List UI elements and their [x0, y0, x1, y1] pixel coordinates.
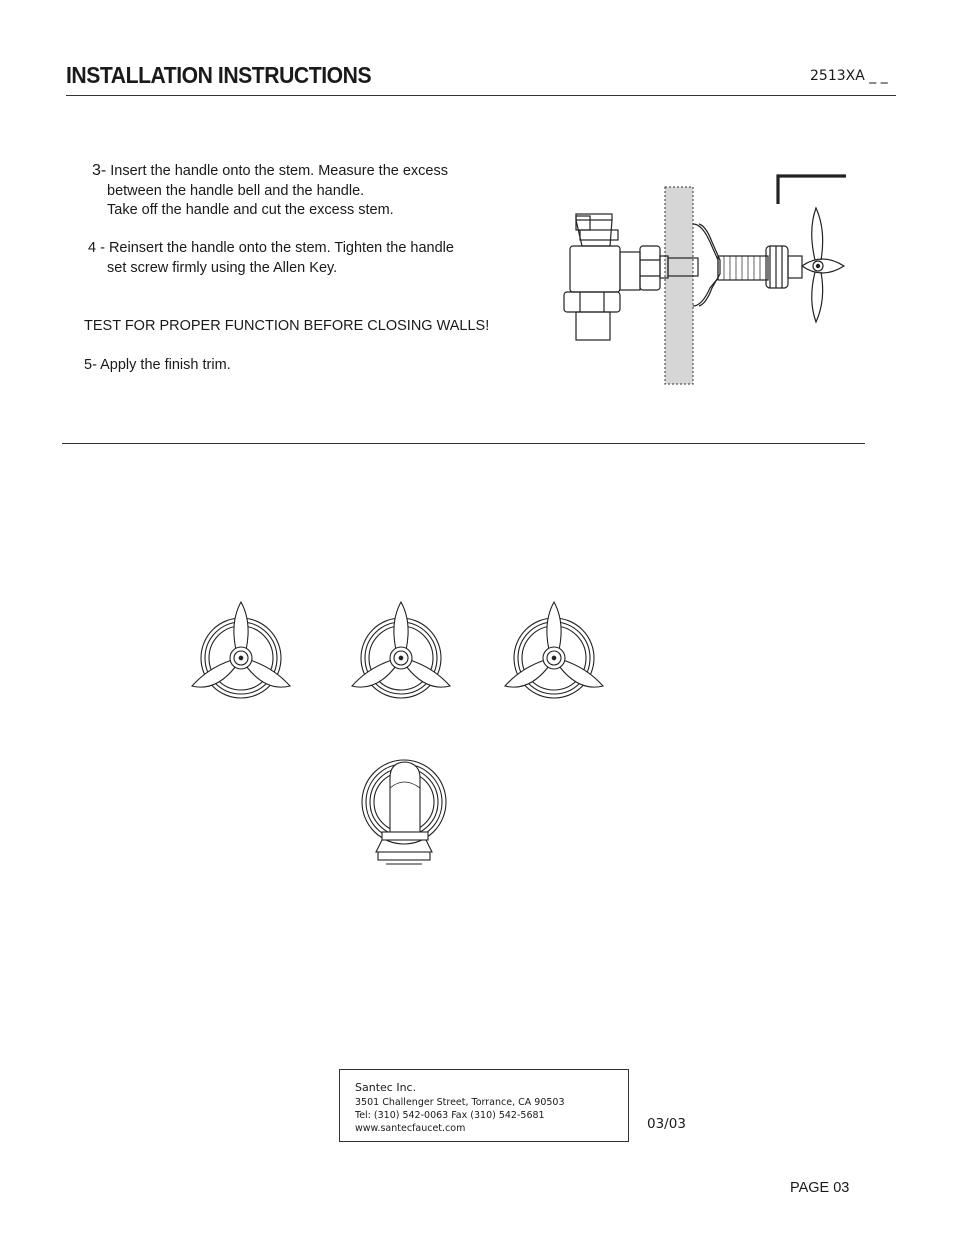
page-title: INSTALLATION INSTRUCTIONS — [66, 62, 372, 88]
section-divider — [62, 443, 865, 444]
company-phone: Tel: (310) 542-0063 Fax (310) 542-5681 — [355, 1110, 545, 1121]
step-3-line-2: between the handle bell and the handle. — [107, 182, 365, 199]
company-info-box — [339, 1069, 629, 1142]
three-spoke-cross-handle-icon — [503, 600, 607, 700]
header-divider — [66, 95, 896, 96]
step-3-line-3: Take off the handle and cut the excess stem. — [107, 202, 394, 218]
step-3-line-1: Insert the handle onto the stem. Measure the excess — [106, 163, 448, 179]
company-address: 3501 Challenger Street, Torrance, CA 90503 — [355, 1097, 565, 1108]
company-website: www.santecfaucet.com — [355, 1123, 466, 1134]
step-3-number: 3- — [92, 162, 107, 179]
step-5: 5- Apply the finish trim. — [84, 357, 231, 373]
tub-spout-icon — [360, 752, 452, 870]
three-spoke-cross-handle-icon — [190, 600, 294, 700]
warning-text: TEST FOR PROPER FUNCTION BEFORE CLOSING WALLS! — [84, 318, 490, 334]
step-4-line-2: set screw firmly using the Allen Key. — [107, 259, 338, 276]
step-3 — [92, 161, 448, 221]
step-4-line-1: 4 - Reinsert the handle onto the stem. Tighten the handle — [88, 240, 454, 256]
valve-handle-installation-icon — [560, 170, 860, 390]
model-number: 2513XA _ _ — [810, 68, 888, 84]
company-name: Santec Inc. — [355, 1081, 417, 1094]
step-4 — [88, 239, 454, 278]
three-spoke-cross-handle-icon — [350, 600, 454, 700]
page-number: PAGE 03 — [790, 1180, 850, 1196]
revision-date: 03/03 — [647, 1116, 686, 1132]
